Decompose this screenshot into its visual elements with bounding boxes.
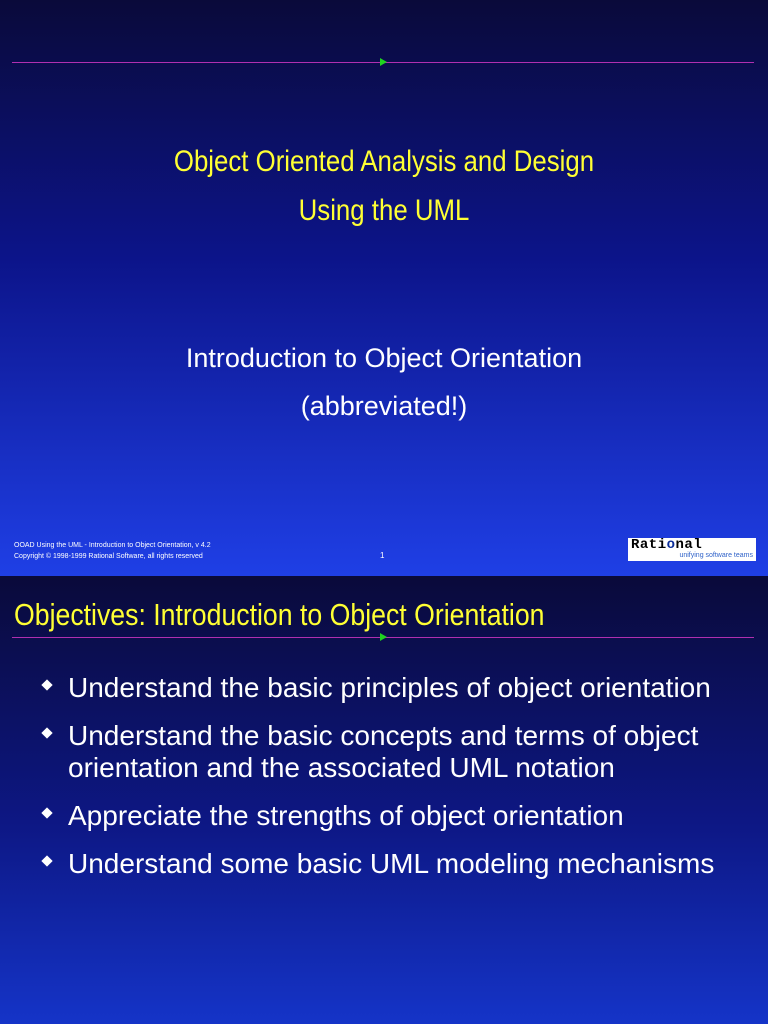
bullet-text: Appreciate the strengths of object orientation <box>68 800 624 831</box>
logo-text-part2: nal <box>675 537 703 553</box>
rule-arrow-icon <box>380 58 387 66</box>
logo-wordmark <box>631 539 753 552</box>
logo-text-highlight: o <box>666 537 676 553</box>
slide-subtitle-line1: Introduction to Object Orientation <box>185 343 583 373</box>
logo-text-part1: Rati <box>631 537 667 553</box>
bullet-diamond-icon <box>41 679 52 690</box>
list-item <box>40 800 750 832</box>
slide-title-line1: Object Oriented Analysis and Design <box>173 145 595 178</box>
bullet-text: Understand the basic concepts and terms of object orientation and the associated UML notation <box>68 720 699 783</box>
bullet-diamond-icon <box>41 855 52 866</box>
footer-copyright: Copyright © 1998-1999 Rational Software, all rights reserved <box>14 553 203 560</box>
rule-arrow-icon <box>380 633 387 641</box>
list-item <box>40 720 750 784</box>
footer-course-info: OOAD Using the UML - Introduction to Object Orientation, v 4.2 <box>14 542 211 549</box>
bullet-text: Understand the basic principles of object orientation <box>68 672 711 703</box>
objectives-title: Objectives: Introduction to Object Orientation <box>14 597 545 632</box>
logo-tagline: unifying software teams <box>679 552 753 559</box>
objectives-slide <box>0 576 768 1024</box>
list-item <box>40 672 750 704</box>
slide-subtitle-line2: (abbreviated!) <box>300 391 468 421</box>
objectives-list <box>40 672 750 896</box>
list-item <box>40 848 750 880</box>
bullet-diamond-icon <box>41 807 52 818</box>
page-number: 1 <box>380 551 385 560</box>
bullet-text: Understand some basic UML modeling mechanisms <box>68 848 715 879</box>
rational-logo <box>628 538 756 561</box>
bullet-diamond-icon <box>41 727 52 738</box>
slide-title-line2: Using the UML <box>298 194 470 227</box>
